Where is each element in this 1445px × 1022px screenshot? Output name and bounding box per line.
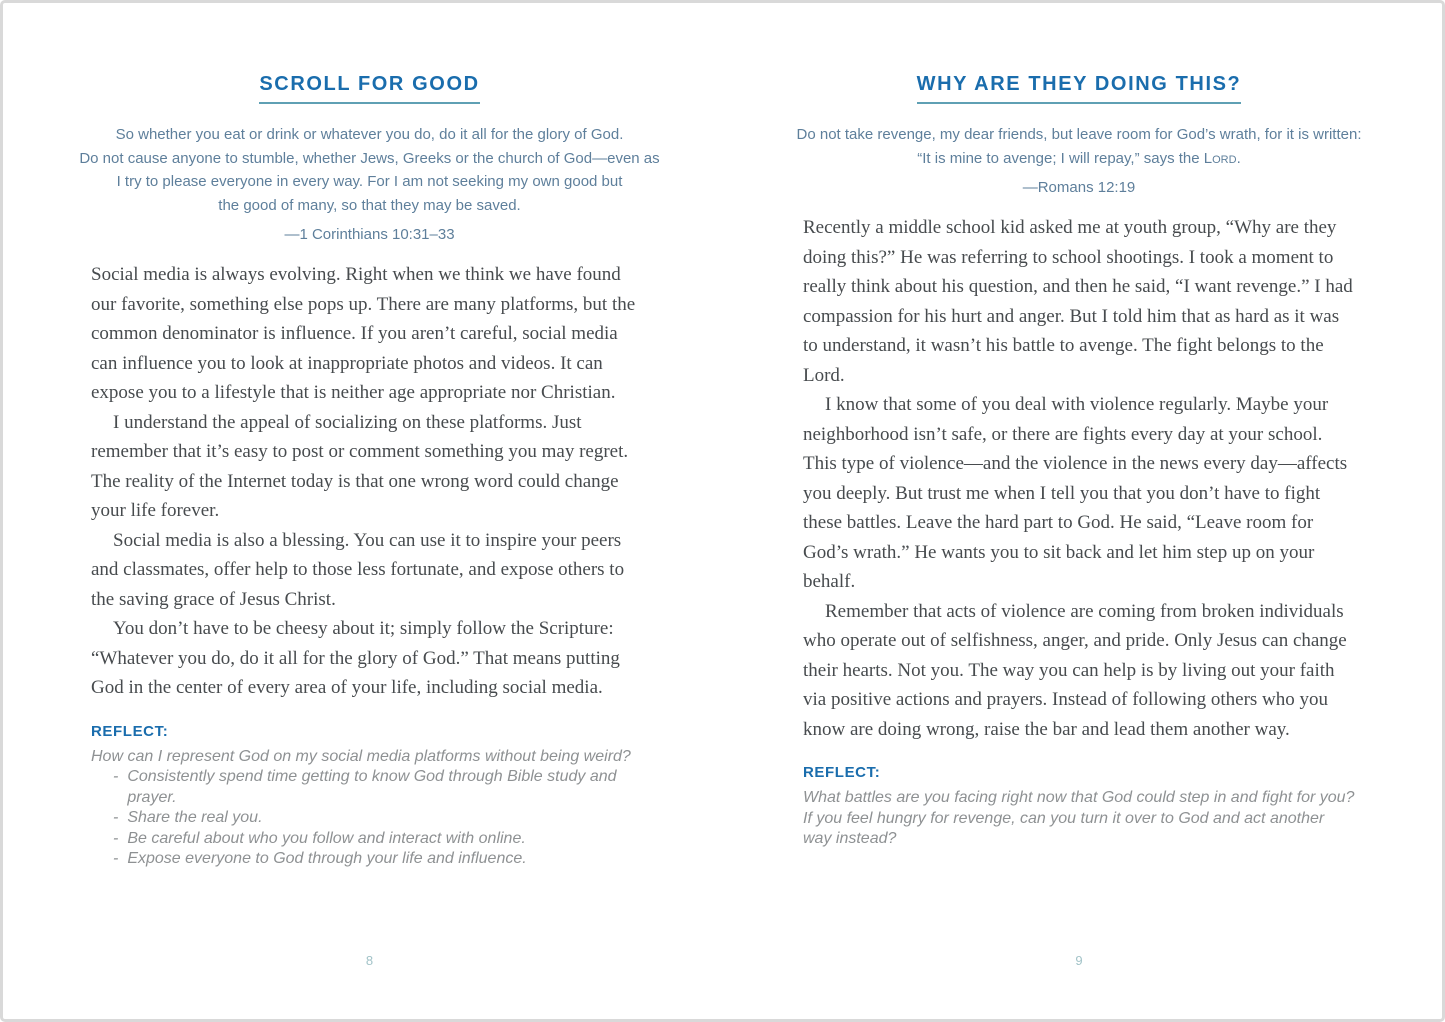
- right-title-wrap: [803, 73, 1355, 104]
- scripture-line-period: .: [1236, 149, 1241, 167]
- left-body-text: [91, 260, 648, 703]
- reflect-bullet-text: Share the real you.: [127, 809, 263, 826]
- left-title-wrap: [91, 73, 648, 104]
- reflect-bullet: [91, 767, 648, 808]
- reflect-body: [803, 788, 1355, 850]
- reflect-body: [91, 747, 648, 870]
- right-scripture-attribution: —Romans 12:19: [1022, 179, 1136, 196]
- body-paragraph: I understand the appeal of socializing on these platforms. Just remember that it’s easy to post or comment something you may regret. The reality of the Internet today is that one wrong word could change your life forever.: [91, 411, 629, 521]
- body-paragraph: You don’t have to be cheesy about it; simply follow the Scripture: “Whatever you do, do it all for the glory of God.” That means putting God in the center of every area of your life, including social media.: [91, 618, 620, 698]
- scripture-line-text: “It is mine to avenge; I will repay,” says the: [917, 149, 1204, 167]
- right-page-number: 9: [1075, 953, 1083, 968]
- right-reflect-section: [803, 764, 1355, 850]
- scripture-line: the good of many, so that they may be saved.: [218, 196, 521, 214]
- body-paragraph: I know that some of you deal with violence regularly. Maybe your neighborhood isn’t safe, or there are fights every day at your school. This type of violence—and the violence in the news every day—affects you deeply. But trust me when I tell you that you don’t have to fight these battles. Leave the hard part to God. He said, “Leave room for God’s wrath.” He wants you to sit back and let him step up on your behalf.: [803, 394, 1348, 592]
- left-scripture-quote: [79, 123, 659, 217]
- lord-smallcaps: Lord: [1203, 149, 1237, 167]
- body-paragraph: Social media is always evolving. Right when we think we have found our favorite, something else pops up. There are many platforms, but the common denominator is influence. If you aren’t careful, social media can influence you to look at inappropriate photos and videos. It can expose you to a lifestyle that is neither age appropriate nor Christian.: [91, 264, 636, 403]
- reflect-heading: REFLECT:: [803, 764, 881, 781]
- reflect-bullet-text: Be careful about who you follow and interact with online.: [127, 829, 526, 847]
- bullet-dash: -: [113, 809, 119, 826]
- body-paragraph: Recently a middle school kid asked me at youth group, “Why are they doing this?” He was referring to school shootings. I took a moment to really think about his question, and then he said, “I want revenge.” I had compassion for his hurt and anger. But I told him that as hard as it was to understand, it wasn’t his battle to avenge. The fight belongs to the Lord.: [803, 217, 1353, 386]
- reflect-question: How can I represent God on my social media platforms without being weird?: [91, 747, 631, 765]
- bullet-dash: -: [113, 829, 119, 847]
- right-scripture-quote: [797, 123, 1362, 170]
- left-page-title: SCROLL FOR GOOD: [259, 73, 479, 104]
- bullet-dash: -: [113, 850, 119, 867]
- left-scripture-attribution: —1 Corinthians 10:31–33: [284, 226, 455, 243]
- reflect-bullet-list: [91, 767, 648, 870]
- right-body-text: [803, 213, 1355, 744]
- body-paragraph: Social media is also a blessing. You can use it to inspire your peers and classmates, offer help to those less fortunate, and expose others to the saving grace of Jesus Christ.: [91, 529, 625, 610]
- scripture-line: So whether you eat or drink or whatever you do, do it all for the glory of God.: [115, 126, 624, 143]
- body-paragraph: Remember that acts of violence are coming from broken individuals who operate out of selfishness, anger, and pride. Only Jesus can change their hearts. Not you. The way you can help is by living out your faith via positive actions and prayers. Instead of following others who you know are doing wrong, raise the bar and lead them another way.: [803, 600, 1347, 740]
- reflect-question: What battles are you facing right now that God could step in and fight for you? If you feel hungry for revenge, can you turn it over to God and act another way instead?: [803, 789, 1355, 847]
- reflect-bullet-text: Expose everyone to God through your life and influence.: [127, 850, 527, 867]
- scripture-line: I try to please everyone in every way. For I am not seeking my own good but: [116, 173, 623, 190]
- scripture-line: Do not cause anyone to stumble, whether Jews, Greeks or the church of God—even as: [79, 149, 660, 167]
- reflect-bullet: [91, 829, 648, 850]
- reflect-heading: REFLECT:: [91, 722, 169, 740]
- scripture-line: [797, 147, 1362, 171]
- bullet-dash: -: [113, 768, 119, 785]
- reflect-bullet: [91, 849, 648, 870]
- reflect-bullet-text: Consistently spend time getting to know God through Bible study and prayer.: [127, 768, 617, 806]
- reflect-bullet: [91, 808, 648, 829]
- left-reflect-section: [91, 723, 648, 870]
- scripture-line: Do not take revenge, my dear friends, but leave room for God’s wrath, for it is written:: [796, 126, 1362, 143]
- left-page: [79, 3, 660, 1019]
- right-page-title: WHY ARE THEY DOING THIS?: [917, 73, 1242, 104]
- right-page: [796, 3, 1362, 1019]
- left-page-number: 8: [365, 953, 374, 968]
